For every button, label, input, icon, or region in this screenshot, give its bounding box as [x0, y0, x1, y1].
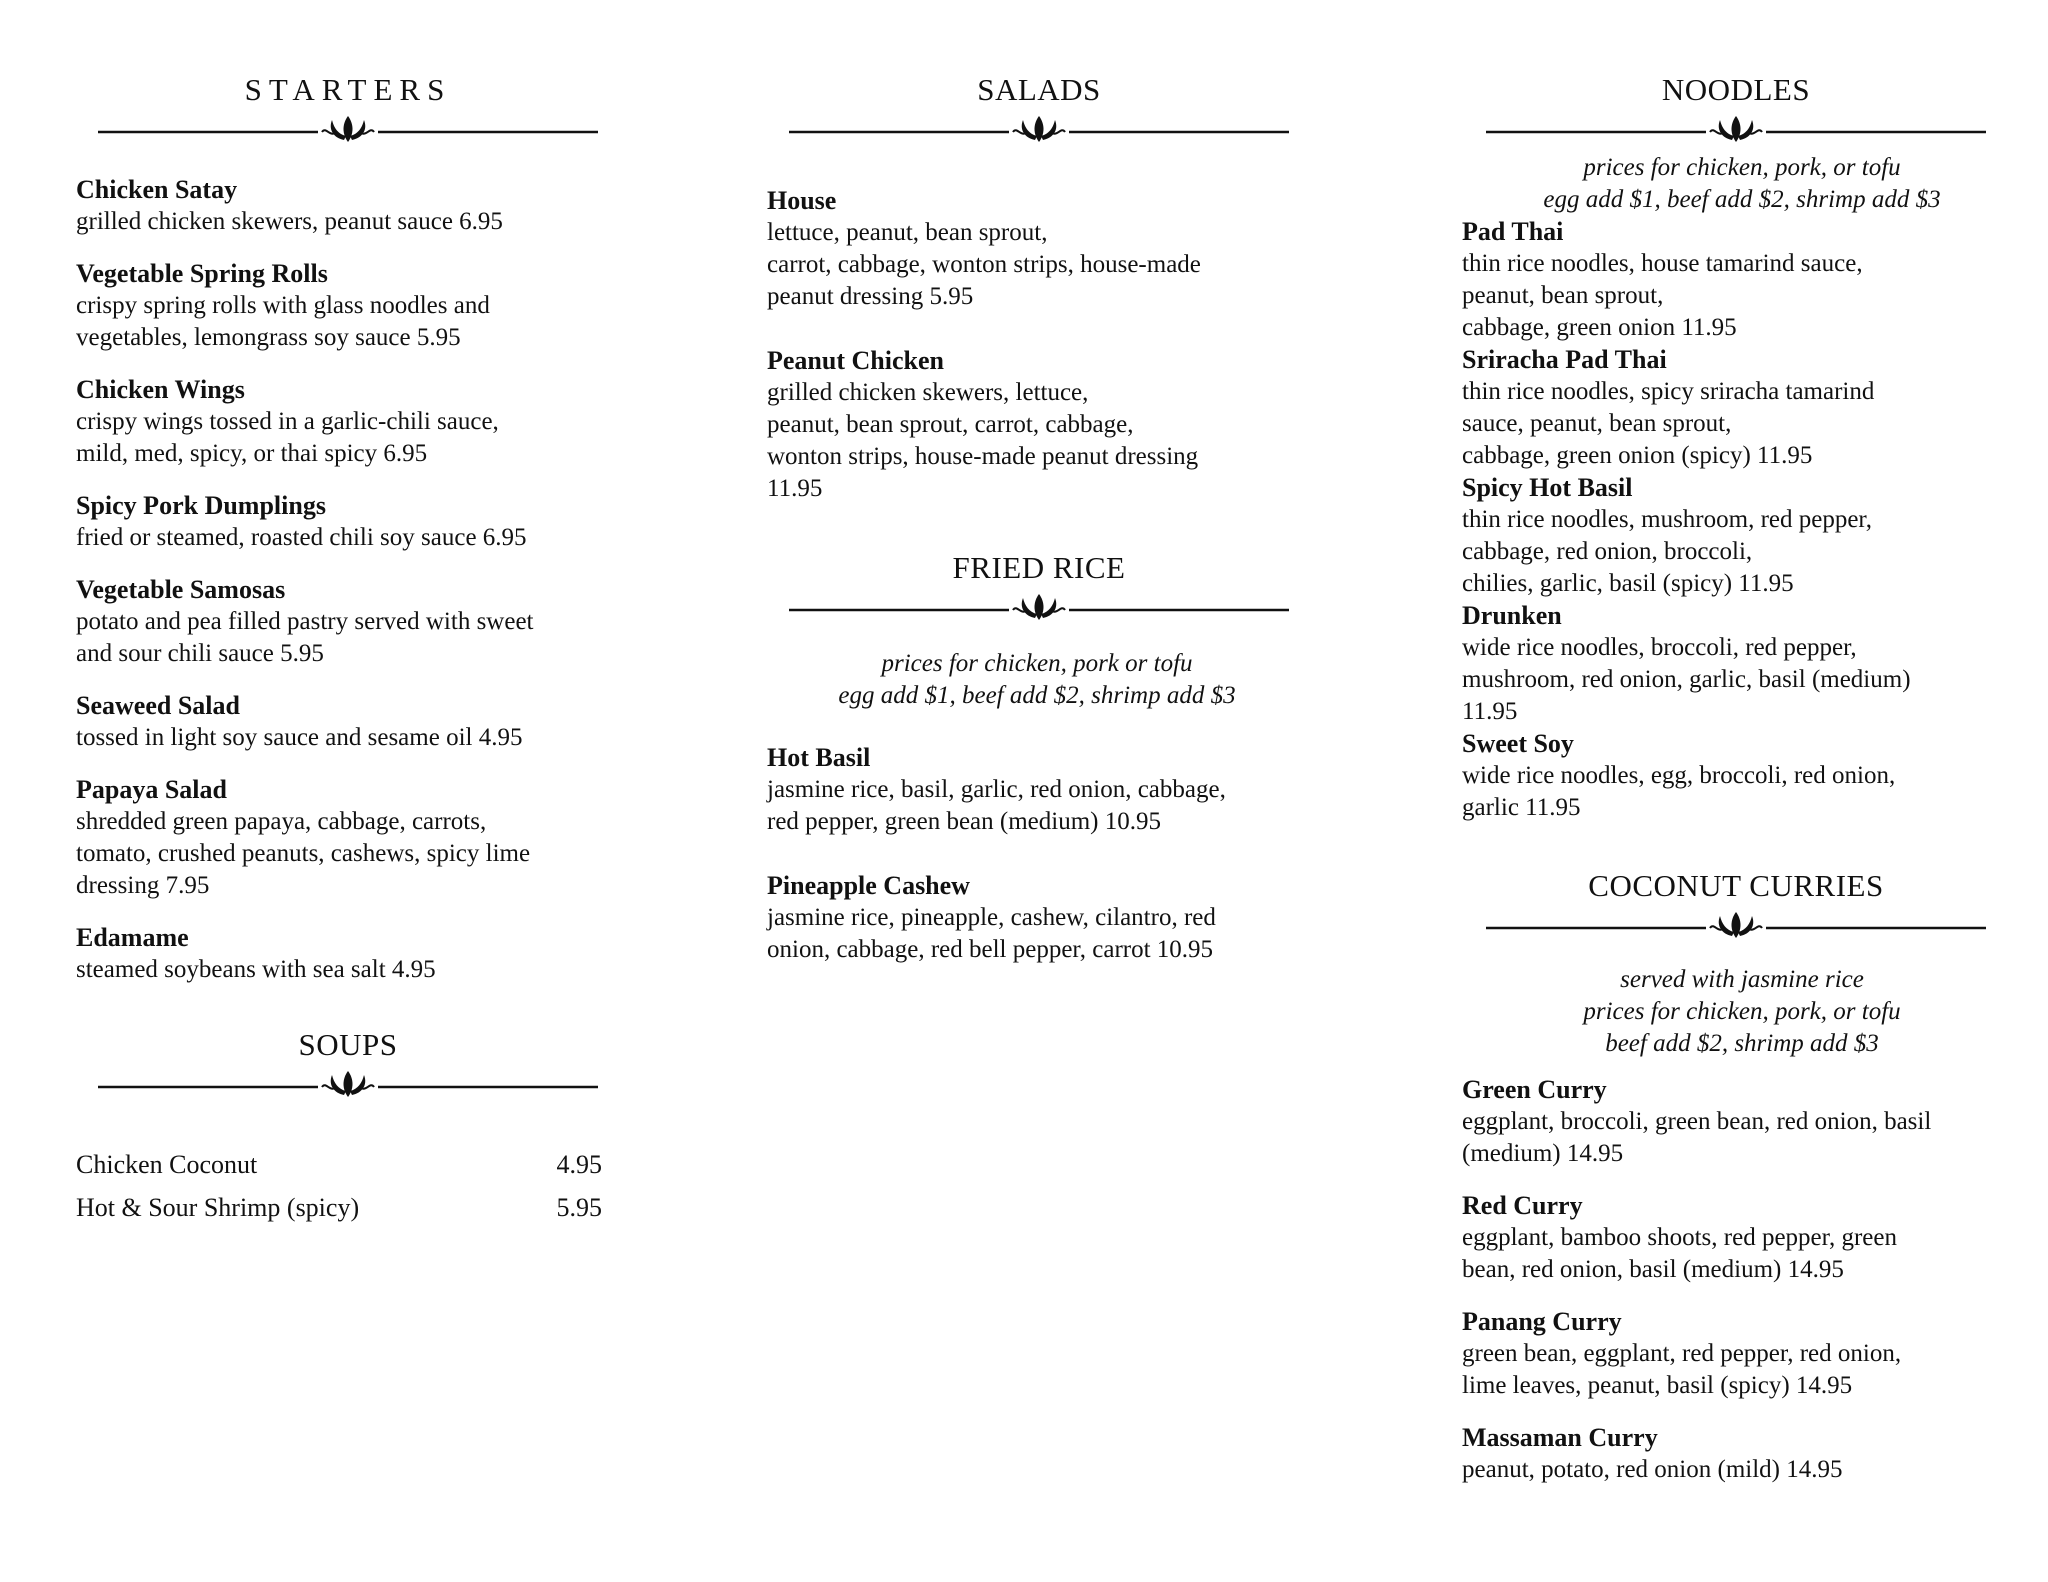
soups-list [76, 1149, 602, 1224]
menu-item-name: Panang Curry [1462, 1307, 1622, 1336]
menu-item-description: thin rice noodles, house tamarind sauce, peanut, bean sprout, cabbage, green onion 11.95 [1462, 250, 1863, 341]
menu-item-name: Peanut Chicken [767, 346, 944, 375]
fried-rice-section [767, 548, 1287, 998]
menu-item [767, 870, 1287, 966]
menu-item [76, 922, 596, 986]
curries-note [1482, 964, 2002, 1060]
menu-item-description: thin rice noodles, spicy sriracha tamarind sauce, peanut, bean sprout, cabbage, green onion (spicy) 11.95 [1462, 378, 1875, 469]
noodles-list [1462, 216, 2022, 824]
menu-item-description: steamed soybeans with sea salt 4.95 [76, 956, 436, 983]
soup-price: 4.95 [556, 1150, 602, 1179]
menu-item [76, 174, 596, 238]
menu-item-description: thin rice noodles, mushroom, red pepper, cabbage, red onion, broccoli, chilies, garlic, basil (spicy) 11.95 [1462, 506, 1873, 597]
soups-title: SOUPS [298, 1027, 398, 1062]
divider-ornament-icon [1486, 906, 1986, 946]
menu-item-name: House [767, 186, 837, 215]
section-note-line: prices for chicken, pork or tofu [881, 650, 1193, 677]
menu-item-name: Vegetable Spring Rolls [76, 259, 328, 288]
menu-item-description: jasmine rice, basil, garlic, red onion, cabbage, red pepper, green bean (medium) 10.95 [767, 776, 1226, 835]
menu-item [76, 490, 596, 554]
menu-item [767, 742, 1287, 838]
soup-price: 5.95 [556, 1193, 602, 1222]
section-note-line: beef add $2, shrimp add $3 [1605, 1030, 1879, 1057]
menu-item-name: Drunken [1462, 601, 1562, 630]
menu-item-description: wide rice noodles, egg, broccoli, red onion, garlic 11.95 [1462, 762, 1896, 821]
menu-item [1462, 728, 2022, 824]
menu-item [1462, 600, 2022, 728]
salads-section [767, 70, 1287, 537]
menu-item [1462, 216, 2022, 344]
menu-item [767, 185, 1287, 313]
menu-item [1462, 1422, 2022, 1486]
menu-item-description: grilled chicken skewers, peanut sauce 6.95 [76, 208, 503, 235]
starters-section [76, 70, 596, 1006]
menu-item-description: crispy wings tossed in a garlic-chili sauce, mild, med, spicy, or thai spicy 6.95 [76, 408, 499, 467]
menu-item-description: jasmine rice, pineapple, cashew, cilantro, red onion, cabbage, red bell pepper, carrot 10.95 [767, 904, 1216, 963]
salads-header [789, 70, 1289, 150]
menu-item-description: grilled chicken skewers, lettuce, peanut, bean sprout, carrot, cabbage, wonton strips, house-made peanut dressing 11.95 [767, 379, 1199, 502]
menu-item-description: fried or steamed, roasted chili soy sauce 6.95 [76, 524, 527, 551]
salads-list [767, 185, 1287, 505]
menu-item-name: Spicy Pork Dumplings [76, 491, 326, 520]
soup-row [76, 1149, 602, 1181]
menu-item-name: Massaman Curry [1462, 1423, 1658, 1452]
noodles-title: NOODLES [1661, 72, 1811, 107]
soup-row [76, 1192, 602, 1224]
menu-item-description: peanut, potato, red onion (mild) 14.95 [1462, 1456, 1843, 1483]
starters-title: STARTERS [244, 72, 452, 107]
menu-item-description: potato and pea filled pastry served with sweet and sour chili sauce 5.95 [76, 608, 534, 667]
menu-item [1462, 472, 2022, 600]
divider-ornament-icon [98, 110, 598, 150]
curries-list [1462, 1074, 2022, 1486]
menu-item-name: Seaweed Salad [76, 691, 240, 720]
soups-section [76, 1025, 602, 1235]
menu-item-description: green bean, eggplant, red pepper, red onion, lime leaves, peanut, basil (spicy) 14.95 [1462, 1340, 1902, 1399]
starters-header [98, 70, 598, 150]
noodles-section [1462, 70, 2022, 824]
menu-item-description: shredded green papaya, cabbage, carrots, tomato, crushed peanuts, cashews, spicy lime dressing 7.95 [76, 808, 531, 899]
soups-header [98, 1025, 598, 1105]
section-note-line: served with jasmine rice [1620, 966, 1864, 993]
section-note-line: egg add $1, beef add $2, shrimp add $3 [1543, 186, 1941, 213]
menu-item [76, 258, 596, 354]
section-note-line: prices for chicken, pork, or tofu [1583, 998, 1901, 1025]
curries-title: COCONUT CURRIES [1588, 868, 1884, 903]
menu-item-name: Green Curry [1462, 1075, 1607, 1104]
soup-name: Hot & Sour Shrimp (spicy) [76, 1193, 360, 1222]
menu-item-name: Papaya Salad [76, 775, 227, 804]
menu-item-description: tossed in light soy sauce and sesame oil 4.95 [76, 724, 523, 751]
fried-rice-note [777, 648, 1297, 712]
menu-item-name: Vegetable Samosas [76, 575, 286, 604]
menu-item [1462, 1074, 2022, 1170]
menu-item-name: Edamame [76, 923, 189, 952]
menu-item-name: Red Curry [1462, 1191, 1583, 1220]
fried-rice-title: FRIED RICE [952, 550, 1126, 585]
menu-item [1462, 1190, 2022, 1286]
fried-rice-list [767, 742, 1287, 966]
menu-item-name: Spicy Hot Basil [1462, 473, 1633, 502]
menu-item-description: eggplant, bamboo shoots, red pepper, green bean, red onion, basil (medium) 14.95 [1462, 1224, 1897, 1283]
curries-header [1486, 866, 1986, 946]
salads-title: SALADS [977, 72, 1101, 107]
menu-item-description: lettuce, peanut, bean sprout, carrot, cabbage, wonton strips, house-made peanut dressing 5.95 [767, 219, 1201, 310]
menu-item [1462, 1306, 2022, 1402]
menu-item [76, 374, 596, 470]
curries-section [1462, 866, 2022, 1506]
divider-ornament-icon [98, 1065, 598, 1105]
noodles-header [1486, 70, 1986, 150]
menu-item [76, 574, 596, 670]
menu-item [76, 774, 596, 902]
soup-name: Chicken Coconut [76, 1150, 258, 1179]
divider-ornament-icon [789, 110, 1289, 150]
menu-item-name: Chicken Wings [76, 375, 245, 404]
menu-item-name: Pad Thai [1462, 217, 1564, 246]
menu-item [76, 690, 596, 754]
menu-item-name: Chicken Satay [76, 175, 238, 204]
divider-ornament-icon [789, 588, 1289, 628]
menu-item-description: eggplant, broccoli, green bean, red onion, basil (medium) 14.95 [1462, 1108, 1932, 1167]
menu-item-description: wide rice noodles, broccoli, red pepper, mushroom, red onion, garlic, basil (medium) 11.95 [1462, 634, 1911, 725]
noodles-note [1482, 152, 2002, 216]
fried-rice-header [789, 548, 1289, 628]
section-note-line: egg add $1, beef add $2, shrimp add $3 [838, 682, 1236, 709]
divider-ornament-icon [1486, 110, 1986, 150]
menu-item-name: Hot Basil [767, 743, 871, 772]
starters-list [76, 174, 596, 986]
section-note-line: prices for chicken, pork, or tofu [1583, 154, 1901, 181]
menu-item [767, 345, 1287, 505]
menu-item-name: Sriracha Pad Thai [1462, 345, 1667, 374]
menu-item-name: Pineapple Cashew [767, 871, 970, 900]
menu-item-description: crispy spring rolls with glass noodles and vegetables, lemongrass soy sauce 5.95 [76, 292, 490, 351]
menu-item-name: Sweet Soy [1462, 729, 1574, 758]
menu-item [1462, 344, 2022, 472]
